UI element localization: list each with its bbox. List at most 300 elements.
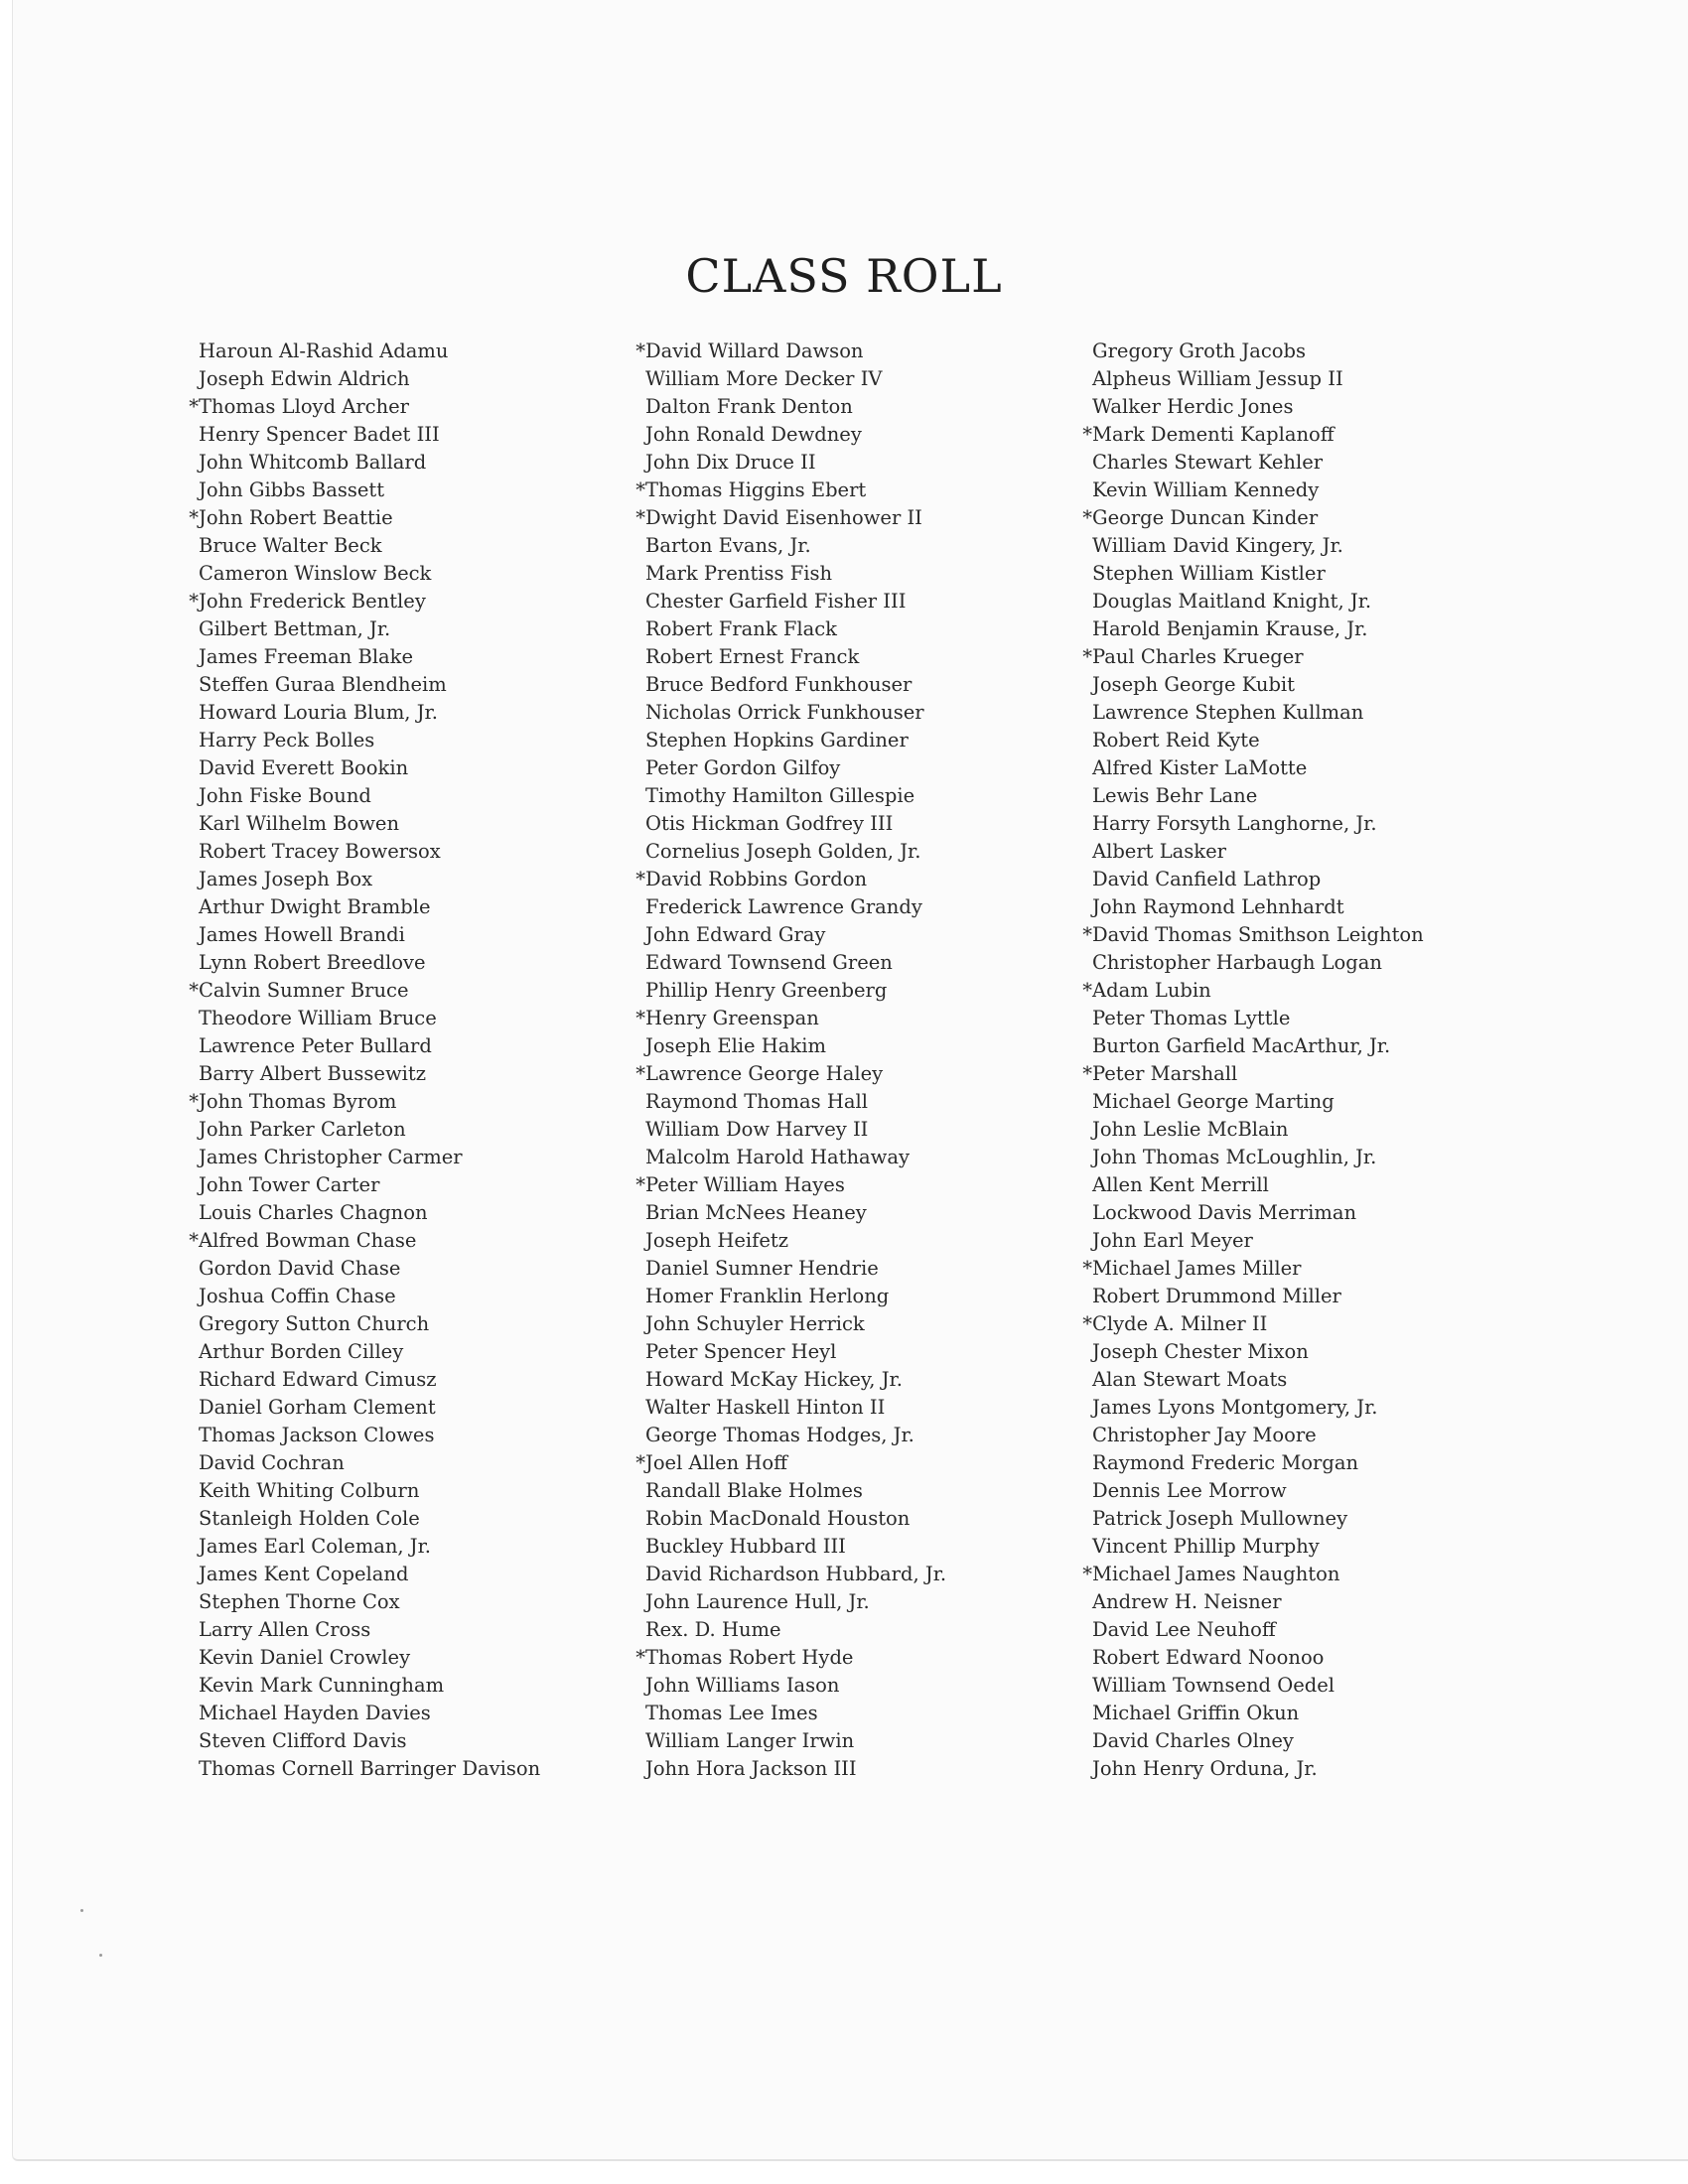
student-name: James Christopher Carmer (199, 1146, 463, 1168)
student-name: Thomas Lee Imes (645, 1702, 818, 1724)
asterisk-marker: * (189, 1090, 199, 1113)
student-name: Gregory Sutton Church (199, 1312, 430, 1335)
asterisk-marker: * (1082, 506, 1092, 529)
name-list-item (199, 421, 540, 449)
scan-speck (99, 1954, 102, 1957)
student-name: Joseph Heifetz (645, 1229, 788, 1252)
asterisk-marker: * (1082, 1563, 1092, 1585)
name-list-item (1092, 1449, 1424, 1477)
student-name: David Canfield Lathrop (1092, 868, 1322, 890)
student-name: Mark Dementi Kaplanoff (1092, 423, 1335, 446)
name-list-item (1092, 1005, 1424, 1032)
student-name: Michael James Miller (1092, 1257, 1302, 1280)
student-name: Joseph Chester Mixon (1092, 1340, 1309, 1363)
student-name: John Williams Iason (645, 1674, 840, 1697)
student-name: John Hora Jackson III (645, 1757, 857, 1780)
asterisk-marker: * (635, 340, 645, 362)
student-name: John Edward Gray (645, 923, 826, 946)
name-list-item (645, 560, 946, 588)
name-list-item (645, 1477, 946, 1505)
name-list-item (1092, 866, 1424, 893)
student-name: David Cochran (199, 1451, 345, 1474)
student-name: Walker Herdic Jones (1092, 395, 1294, 418)
name-list-item (645, 977, 946, 1005)
student-name: Homer Franklin Herlong (645, 1285, 890, 1307)
name-list-item (199, 1588, 540, 1616)
name-list-item (1092, 671, 1424, 699)
student-name: William Langer Irwin (645, 1729, 855, 1752)
student-name: Patrick Joseph Mullowney (1092, 1507, 1348, 1530)
student-name: Phillip Henry Greenberg (645, 979, 888, 1002)
student-name: Thomas Jackson Clowes (199, 1424, 435, 1446)
student-name: Arthur Borden Cilley (199, 1340, 404, 1363)
name-list-item (199, 1032, 540, 1060)
name-list-item (645, 1227, 946, 1255)
student-name: Calvin Sumner Bruce (199, 979, 409, 1002)
name-list-item (645, 727, 946, 754)
student-name: Stephen William Kistler (1092, 562, 1326, 585)
student-name: Robin MacDonald Houston (645, 1507, 911, 1530)
student-name: Henry Greenspan (645, 1007, 819, 1029)
asterisk-marker: * (1082, 1312, 1092, 1335)
name-list-item (1092, 1032, 1424, 1060)
student-name: Joel Allen Hoff (645, 1451, 787, 1474)
student-name: Dwight David Eisenhower II (645, 506, 922, 529)
student-name: Thomas Higgins Ebert (645, 478, 867, 501)
student-name: Bruce Bedford Funkhouser (645, 673, 913, 696)
name-list-item (645, 1283, 946, 1310)
page-title: CLASS ROLL (685, 249, 1003, 303)
student-name: Kevin Mark Cunningham (199, 1674, 445, 1697)
name-list-item (199, 1644, 540, 1672)
name-list-item (199, 1477, 540, 1505)
name-list-item (199, 1394, 540, 1422)
name-list-item (645, 1505, 946, 1533)
name-list-item (1092, 1700, 1424, 1727)
name-list-item (1092, 1366, 1424, 1394)
name-list-item (1092, 1171, 1424, 1199)
name-list-item (645, 588, 946, 615)
student-name: David Richardson Hubbard, Jr. (645, 1563, 947, 1585)
name-list-item (1092, 949, 1424, 977)
name-list-item (189, 393, 540, 421)
name-list-item (635, 1060, 946, 1088)
name-list-item (1092, 1144, 1424, 1171)
student-name: Barton Evans, Jr. (645, 534, 811, 557)
name-list-item (1082, 977, 1424, 1005)
student-name: Malcolm Harold Hathaway (645, 1146, 911, 1168)
name-list-item (645, 1588, 946, 1616)
name-list-item (199, 810, 540, 838)
name-list-item (1082, 504, 1424, 532)
student-name: James Lyons Montgomery, Jr. (1092, 1396, 1378, 1419)
name-list-item (1092, 810, 1424, 838)
student-name: Burton Garfield MacArthur, Jr. (1092, 1034, 1391, 1057)
name-list-item (1092, 1477, 1424, 1505)
name-list-item (199, 338, 540, 365)
asterisk-marker: * (189, 1229, 199, 1252)
name-list-item (199, 1366, 540, 1394)
student-name: Daniel Sumner Hendrie (645, 1257, 879, 1280)
asterisk-marker: * (1082, 979, 1092, 1002)
student-name: Gordon David Chase (199, 1257, 401, 1280)
student-name: Michael Hayden Davies (199, 1702, 431, 1724)
name-list-item (645, 643, 946, 671)
name-list-item (1092, 1116, 1424, 1144)
name-list-item (1092, 338, 1424, 365)
name-list-item (635, 866, 946, 893)
name-list-item (1082, 1310, 1424, 1338)
name-list-item (189, 1088, 540, 1116)
name-list-item (645, 1366, 946, 1394)
student-name: Christopher Harbaugh Logan (1092, 951, 1382, 974)
name-list-item (645, 949, 946, 977)
student-name: Kevin William Kennedy (1092, 478, 1320, 501)
name-list-item (1092, 1588, 1424, 1616)
name-list-item (1092, 1616, 1424, 1644)
name-list-item (1092, 1227, 1424, 1255)
student-name: Lawrence Peter Bullard (199, 1034, 432, 1057)
student-name: William Townsend Oedel (1092, 1674, 1336, 1697)
student-name: Mark Prentiss Fish (645, 562, 833, 585)
name-list-item (1092, 449, 1424, 477)
student-name: Douglas Maitland Knight, Jr. (1092, 590, 1372, 613)
student-name: Rex. D. Hume (645, 1618, 781, 1641)
name-list-item (199, 1338, 540, 1366)
name-list-item (1082, 921, 1424, 949)
name-list-item (199, 477, 540, 504)
student-name: James Earl Coleman, Jr. (199, 1535, 431, 1558)
asterisk-marker: * (635, 506, 645, 529)
name-list-item (199, 1116, 540, 1144)
name-list-item (645, 1561, 946, 1588)
student-name: Peter Gordon Gilfoy (645, 756, 841, 779)
name-list-item (635, 1644, 946, 1672)
student-name: Bruce Walter Beck (199, 534, 382, 557)
name-list-item (645, 1310, 946, 1338)
student-name: George Thomas Hodges, Jr. (645, 1424, 914, 1446)
asterisk-marker: * (635, 1451, 645, 1474)
student-name: Lewis Behr Lane (1092, 784, 1258, 807)
name-list-item (1092, 477, 1424, 504)
student-name: Vincent Phillip Murphy (1092, 1535, 1320, 1558)
student-name: Alan Stewart Moats (1092, 1368, 1288, 1391)
student-name: John Dix Druce II (645, 451, 816, 474)
student-name: John Thomas Byrom (199, 1090, 397, 1113)
student-name: John Fiske Bound (199, 784, 371, 807)
name-list-item (199, 615, 540, 643)
student-name: Adam Lubin (1092, 979, 1211, 1002)
student-name: Nicholas Orrick Funkhouser (645, 701, 924, 724)
name-list-item (189, 1227, 540, 1255)
name-list-item (1092, 1644, 1424, 1672)
student-name: Charles Stewart Kehler (1092, 451, 1324, 474)
name-list-item (199, 1755, 540, 1783)
student-name: Paul Charles Krueger (1092, 645, 1304, 668)
student-name: Haroun Al-Rashid Adamu (199, 340, 449, 362)
name-list-item (635, 1005, 946, 1032)
name-list-item (199, 1310, 540, 1338)
student-name: Keith Whiting Colburn (199, 1479, 420, 1502)
student-name: Timothy Hamilton Gillespie (645, 784, 915, 807)
student-name: Harry Peck Bolles (199, 729, 375, 751)
name-list-item (645, 449, 946, 477)
student-name: James Kent Copeland (199, 1563, 409, 1585)
asterisk-marker: * (1082, 1062, 1092, 1085)
name-list-item (1092, 699, 1424, 727)
name-list-item (1092, 393, 1424, 421)
name-list-item (199, 782, 540, 810)
name-list-item (199, 1727, 540, 1755)
student-name: Chester Garfield Fisher III (645, 590, 907, 613)
name-list-item (635, 1449, 946, 1477)
name-list-item (199, 1005, 540, 1032)
name-list-item (199, 1561, 540, 1588)
name-list-item (1092, 1199, 1424, 1227)
student-name: Robert Tracey Bowersox (199, 840, 441, 863)
student-name: Walter Haskell Hinton II (645, 1396, 886, 1419)
student-name: Peter Marshall (1092, 1062, 1238, 1085)
name-list-item (1092, 838, 1424, 866)
name-list-item (645, 1199, 946, 1227)
student-name: Thomas Cornell Barringer Davison (199, 1757, 541, 1780)
name-list-item (199, 1255, 540, 1283)
student-name: Gilbert Bettman, Jr. (199, 617, 391, 640)
name-list-item (1092, 588, 1424, 615)
name-list-item (645, 365, 946, 393)
name-list-item (189, 504, 540, 532)
student-name: Larry Allen Cross (199, 1618, 371, 1641)
name-list-item (1092, 727, 1424, 754)
student-name: John Ronald Dewdney (645, 423, 862, 446)
name-list-item (1092, 365, 1424, 393)
student-name: Alfred Kister LaMotte (1092, 756, 1308, 779)
name-list-item (645, 421, 946, 449)
name-list-item (1092, 893, 1424, 921)
name-list-item (1092, 532, 1424, 560)
asterisk-marker: * (635, 1007, 645, 1029)
student-name: Cameron Winslow Beck (199, 562, 432, 585)
student-name: Otis Hickman Godfrey III (645, 812, 894, 835)
student-name: Dennis Lee Morrow (1092, 1479, 1287, 1502)
name-list-item (199, 532, 540, 560)
name-list-item (199, 1283, 540, 1310)
student-name: Lynn Robert Breedlove (199, 951, 426, 974)
student-name: Kevin Daniel Crowley (199, 1646, 411, 1669)
student-name: Michael Griffin Okun (1092, 1702, 1300, 1724)
student-name: Raymond Thomas Hall (645, 1090, 868, 1113)
name-column-1 (189, 338, 541, 1783)
name-list-item (645, 1394, 946, 1422)
student-name: Robert Reid Kyte (1092, 729, 1260, 751)
name-list-item (1092, 1338, 1424, 1366)
student-name: Harry Forsyth Langhorne, Jr. (1092, 812, 1377, 835)
student-name: Henry Spencer Badet III (199, 423, 440, 446)
student-name: Daniel Gorham Clement (199, 1396, 436, 1419)
student-name: Raymond Frederic Morgan (1092, 1451, 1359, 1474)
name-list-item (189, 588, 540, 615)
student-name: Frederick Lawrence Grandy (645, 895, 922, 918)
name-list-item (1092, 1727, 1424, 1755)
student-name: David Lee Neuhoff (1092, 1618, 1276, 1641)
name-list-item (1092, 1088, 1424, 1116)
asterisk-marker: * (189, 979, 199, 1002)
student-name: James Freeman Blake (199, 645, 414, 668)
name-list-item (645, 1088, 946, 1116)
student-name: Robert Edward Noonoo (1092, 1646, 1325, 1669)
student-name: Peter Spencer Heyl (645, 1340, 837, 1363)
student-name: Lockwood Davis Merriman (1092, 1201, 1357, 1224)
student-name: Brian McNees Heaney (645, 1201, 867, 1224)
name-list-item (645, 810, 946, 838)
name-column-3 (1082, 338, 1424, 1783)
student-name: Arthur Dwight Bramble (199, 895, 431, 918)
student-name: Robert Drummond Miller (1092, 1285, 1341, 1307)
name-list-item (1092, 1283, 1424, 1310)
name-list-item (1082, 1060, 1424, 1088)
student-name: Randall Blake Holmes (645, 1479, 863, 1502)
name-list-item (1082, 643, 1424, 671)
student-name: William More Decker IV (645, 367, 883, 390)
name-list-item (1092, 1533, 1424, 1561)
name-list-item (645, 838, 946, 866)
name-list-item (1092, 1672, 1424, 1700)
name-list-item (645, 532, 946, 560)
student-name: David Willard Dawson (645, 340, 864, 362)
student-name: John Gibbs Bassett (199, 478, 385, 501)
student-name: Buckley Hubbard III (645, 1535, 846, 1558)
student-name: Lawrence George Haley (645, 1062, 884, 1085)
student-name: David Thomas Smithson Leighton (1092, 923, 1424, 946)
student-name: Lawrence Stephen Kullman (1092, 701, 1364, 724)
student-name: Theodore William Bruce (199, 1007, 437, 1029)
student-name: John Frederick Bentley (199, 590, 426, 613)
student-name: Joseph George Kubit (1092, 673, 1295, 696)
name-list-item (645, 615, 946, 643)
name-list-item (645, 1144, 946, 1171)
student-name: Allen Kent Merrill (1092, 1173, 1269, 1196)
name-list-item (645, 1700, 946, 1727)
name-list-item (199, 1171, 540, 1199)
student-name: Howard Louria Blum, Jr. (199, 701, 438, 724)
student-name: John Schuyler Herrick (645, 1312, 865, 1335)
name-list-item (199, 754, 540, 782)
student-name: Albert Lasker (1092, 840, 1226, 863)
student-name: Michael James Naughton (1092, 1563, 1340, 1585)
name-list-item (1082, 1255, 1424, 1283)
name-list-item (199, 893, 540, 921)
name-list-item (645, 754, 946, 782)
name-list-item (199, 1060, 540, 1088)
student-name: Louis Charles Chagnon (199, 1201, 428, 1224)
student-name: John Parker Carleton (199, 1118, 406, 1141)
name-list-item (645, 671, 946, 699)
name-list-item (1092, 754, 1424, 782)
name-column-2 (635, 338, 947, 1783)
name-list-item (645, 1116, 946, 1144)
student-name: Stanleigh Holden Cole (199, 1507, 420, 1530)
student-name: John Raymond Lehnhardt (1092, 895, 1344, 918)
student-name: Gregory Groth Jacobs (1092, 340, 1307, 362)
name-list-item (1092, 560, 1424, 588)
name-list-item (1092, 615, 1424, 643)
student-name: Stephen Hopkins Gardiner (645, 729, 909, 751)
name-list-item (645, 699, 946, 727)
student-name: Alpheus William Jessup II (1092, 367, 1343, 390)
asterisk-marker: * (189, 590, 199, 613)
name-list-item (635, 1171, 946, 1199)
asterisk-marker: * (1082, 1257, 1092, 1280)
name-list-item (1082, 421, 1424, 449)
student-name: Thomas Robert Hyde (645, 1646, 854, 1669)
student-name: Robert Ernest Franck (645, 645, 860, 668)
name-list-item (645, 1338, 946, 1366)
name-list-item (199, 1422, 540, 1449)
name-list-item (199, 1144, 540, 1171)
name-list-item (635, 477, 946, 504)
name-list-item (645, 1255, 946, 1283)
name-list-item (199, 560, 540, 588)
name-list-item (645, 393, 946, 421)
name-list-item (199, 1616, 540, 1644)
name-list-item (199, 1449, 540, 1477)
student-name: John Earl Meyer (1092, 1229, 1253, 1252)
student-name: George Duncan Kinder (1092, 506, 1319, 529)
student-name: David Everett Bookin (199, 756, 409, 779)
name-list-item (199, 643, 540, 671)
student-name: John Whitcomb Ballard (199, 451, 427, 474)
student-name: Steffen Guraa Blendheim (199, 673, 447, 696)
student-name: William David Kingery, Jr. (1092, 534, 1343, 557)
student-name: James Joseph Box (199, 868, 373, 890)
student-name: Dalton Frank Denton (645, 395, 853, 418)
student-name: John Thomas McLoughlin, Jr. (1092, 1146, 1377, 1168)
name-list-item (645, 782, 946, 810)
student-name: Edward Townsend Green (645, 951, 893, 974)
asterisk-marker: * (1082, 923, 1092, 946)
name-list-item (199, 365, 540, 393)
student-name: Joshua Coffin Chase (199, 1285, 396, 1307)
student-name: Alfred Bowman Chase (199, 1229, 417, 1252)
name-list-item (199, 699, 540, 727)
name-list-item (199, 671, 540, 699)
student-name: Steven Clifford Davis (199, 1729, 407, 1752)
name-list-item (199, 866, 540, 893)
name-list-item (199, 949, 540, 977)
asterisk-marker: * (635, 1062, 645, 1085)
student-name: John Henry Orduna, Jr. (1092, 1757, 1318, 1780)
student-name: Howard McKay Hickey, Jr. (645, 1368, 903, 1391)
name-list-item (645, 1422, 946, 1449)
student-name: Joseph Edwin Aldrich (199, 367, 410, 390)
student-name: Richard Edward Cimusz (199, 1368, 437, 1391)
student-name: William Dow Harvey II (645, 1118, 869, 1141)
name-list-item (645, 1616, 946, 1644)
student-name: Barry Albert Bussewitz (199, 1062, 426, 1085)
student-name: Robert Frank Flack (645, 617, 837, 640)
name-list-item (645, 1727, 946, 1755)
student-name: John Laurence Hull, Jr. (645, 1590, 870, 1613)
student-name: David Robbins Gordon (645, 868, 868, 890)
student-name: Karl Wilhelm Bowen (199, 812, 400, 835)
student-name: Cornelius Joseph Golden, Jr. (645, 840, 921, 863)
name-list-item (635, 504, 946, 532)
name-list-item (1092, 782, 1424, 810)
student-name: Joseph Elie Hakim (645, 1034, 826, 1057)
student-name: John Robert Beattie (199, 506, 393, 529)
name-list-item (199, 1672, 540, 1700)
name-list-item (199, 449, 540, 477)
